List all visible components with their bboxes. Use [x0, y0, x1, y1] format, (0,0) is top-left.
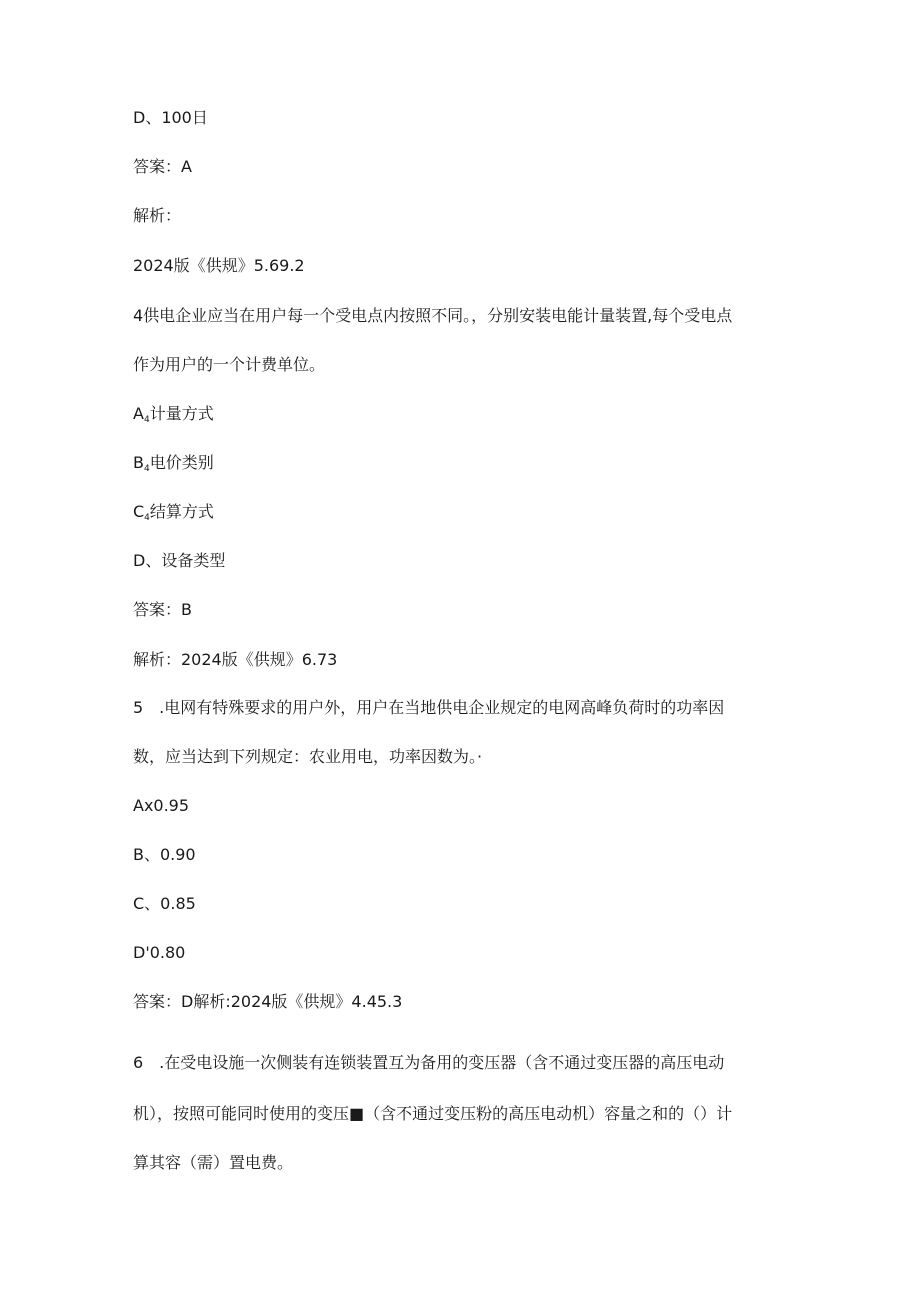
- option-d-q4: D、设备类型: [133, 551, 226, 570]
- option-letter: A: [133, 404, 144, 423]
- question-4-line-2: 作为用户的一个计费单位。: [133, 355, 326, 374]
- option-c-q4: [133, 502, 214, 528]
- option-text: 结算方式: [149, 502, 214, 521]
- question-5-line-1: 5 .电网有特殊要求的用户外，用户在当地供电企业规定的电网高峰负荷时的功率因: [133, 698, 725, 717]
- question-6-line-2: 机），按照可能同时使用的变压■（含不通过变压粉的高压电动机）容量之和的（）计: [133, 1104, 733, 1123]
- option-subscript: 4: [143, 464, 150, 474]
- option-b-q4: [133, 453, 214, 479]
- analysis-q4: 解析：2024版《供规》6.73: [133, 650, 338, 669]
- reference-q3: 2024版《供规》5.69.2: [133, 256, 305, 275]
- option-letter: C: [133, 502, 145, 521]
- question-6-line-3: 算其容（需）置电费。: [133, 1153, 294, 1172]
- option-b-q5: B、0.90: [133, 845, 196, 864]
- option-letter: B: [133, 453, 144, 472]
- answer-analysis-q5: 答案：D解析:2024版《供规》4.45.3: [133, 992, 403, 1011]
- question-6-line-1: 6 .在受电设施一次侧装有连锁装置互为备用的变压器（含不通过变压器的高压电动: [133, 1053, 725, 1072]
- option-c-q5: C、0.85: [133, 894, 196, 913]
- question-5-line-2: 数，应当达到下列规定：农业用电，功率因数为。·: [133, 747, 483, 766]
- question-4-line-1: 4供电企业应当在用户每一个受电点内按照不同。，分别安装电能计量装置,每个受电点: [133, 306, 733, 325]
- answer-q3: 答案：A: [133, 157, 192, 176]
- option-text: 电价类别: [149, 453, 214, 472]
- option-a-q5: Ax0.95: [133, 796, 190, 815]
- option-d-q3: D、100日: [133, 108, 208, 127]
- option-d-q5: D'0.80: [133, 943, 186, 962]
- option-a-q4: [133, 404, 214, 430]
- answer-q4: 答案：B: [133, 600, 192, 619]
- option-subscript: 4: [143, 415, 150, 425]
- analysis-label-q3: 解析：: [133, 206, 182, 225]
- option-subscript: 4: [144, 513, 150, 523]
- option-text: 计量方式: [149, 404, 214, 423]
